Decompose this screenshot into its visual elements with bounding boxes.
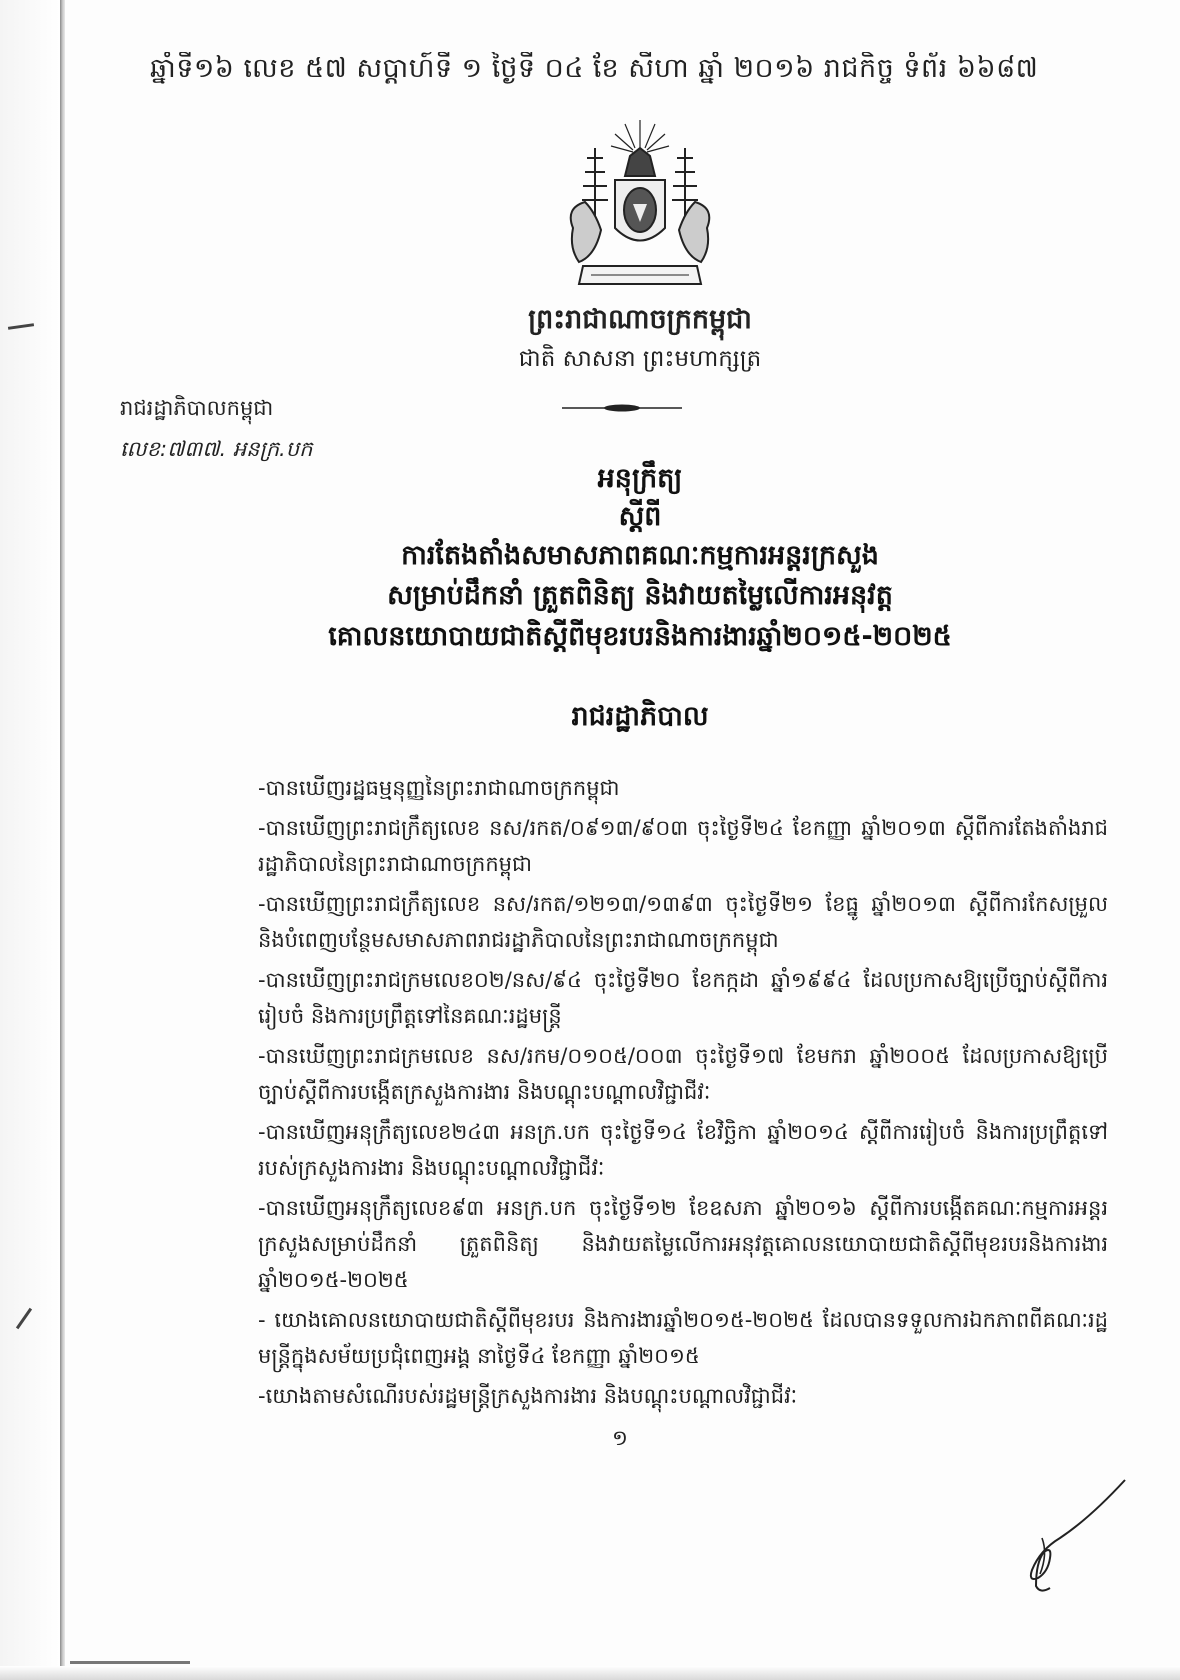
clause-item: -បានឃើញរដ្ឋធម្មនុញ្ញនៃព្រះរាជាណាចក្រកម្ពុជា — [258, 776, 620, 800]
royal-coat-of-arms-icon — [555, 118, 725, 296]
binding-edge — [60, 0, 65, 1680]
title-line-2: ស្តីពី — [618, 501, 662, 532]
clause-item: -បានឃើញព្រះរាជក្រមលេខ នស/រកម/០១០៥/០០៣ ចុះថ្ងៃទី១៧ ខែមករា ឆ្នាំ២០០៥ ដែលប្រកាសឱ្យប្រើច្បាប់ស្តីពីការបង្កើតក្រសួងការងារ និងបណ្តុះបណ្តាលវិជ្ជាជីវៈ — [258, 1044, 1108, 1104]
clause-item: -បានឃើញអនុក្រឹត្យលេខ២៤៣ អនក្រ.បក ចុះថ្ងៃទី១៤ ខែវិច្ឆិកា ឆ្នាំ២០១៤ ស្តីពីការរៀបចំ និងការប្រព្រឹត្តទៅរបស់ក្រសួងការងារ និងបណ្តុះបណ្តាលវិជ្ជាជីវៈ — [258, 1120, 1108, 1180]
preamble-clauses — [258, 770, 1108, 1418]
national-motto: ជាតិ សាសនា ព្រះមហាក្សត្រ — [518, 346, 762, 372]
body-heading: រាជរដ្ឋាភិបាល — [571, 701, 709, 732]
title-line-4: សម្រាប់ដឹកនាំ ត្រួតពិនិត្យ និងវាយតម្លៃលើការអនុវត្ត — [387, 580, 893, 611]
clause-item: - យោងគោលនយោបាយជាតិស្តីពីមុខរបរ និងការងារឆ្នាំ២០១៥-២០២៥ ដែលបានទទួលការឯកភាពពីគណៈរដ្ឋមន្ត្រីក្នុងសម័យប្រជុំពេញអង្គ នាថ្ងៃទី៤ ខែកញ្ញា ឆ្នាំ២០១៥ — [258, 1308, 1108, 1368]
clause-item: -បានឃើញព្រះរាជក្រឹត្យលេខ នស/រកត/០៩១៣/៩០៣ ចុះថ្ងៃទី២៤ ខែកញ្ញា ឆ្នាំ២០១៣ ស្តីពីការតែងតាំងរាជរដ្ឋាភិបាលនៃព្រះរាជាណាចក្រកម្ពុជា — [258, 816, 1108, 876]
reference-number: លេខ:៧៣៧. អនក្រ.បក — [120, 437, 313, 461]
clause-item: -បានឃើញព្រះរាជក្រមលេខ០២/នស/៩៤ ចុះថ្ងៃទី២០ ខែកក្កដា ឆ្នាំ១៩៩៤ ដែលប្រកាសឱ្យប្រើច្បាប់ស្តីពីការរៀបចំ និងការប្រព្រឹត្តទៅនៃគណៈរដ្ឋមន្ត្រី — [258, 968, 1108, 1028]
initial-signature — [1000, 1478, 1130, 1596]
page-number: ១ — [612, 1426, 628, 1450]
binding-shadow — [0, 0, 60, 1680]
kingdom-name: ព្រះរាជាណាចក្រកម្ពុជា — [528, 304, 752, 335]
scan-bottom-edge — [0, 1666, 1180, 1680]
clause-item: -យោងតាមសំណើរបស់រដ្ឋមន្ត្រីក្រសួងការងារ និងបណ្តុះបណ្តាលវិជ្ជាជីវៈ — [258, 1384, 798, 1408]
issuing-government: រាជរដ្ឋាភិបាលកម្ពុជា — [120, 396, 274, 420]
ornament-divider — [562, 404, 682, 412]
clause-item: -បានឃើញព្រះរាជក្រឹត្យលេខ នស/រកត/១២១៣/១៣៩៣ ចុះថ្ងៃទី២១ ខែធ្នូ ឆ្នាំ២០១៣ ស្តីពីការកែសម្រួល និងបំពេញបន្ថែមសមាសភាពរាជរដ្ឋាភិបាលនៃព្រះរាជាណាចក្រកម្ពុជា — [258, 892, 1108, 952]
title-line-5: គោលនយោបាយជាតិស្តីពីមុខរបរនិងការងារឆ្នាំ២០១៥-២០២៥ — [328, 621, 952, 652]
title-line-1: អនុក្រឹត្យ — [597, 463, 683, 494]
title-line-3: ការតែងតាំងសមាសភាពគណៈកម្មការអន្តរក្រសួង — [401, 540, 879, 571]
clause-item: -បានឃើញអនុក្រឹត្យលេខ៩៣ អនក្រ.បក ចុះថ្ងៃទី១២ ខែឧសភា ឆ្នាំ២០១៦ ស្តីពីការបង្កើតគណៈកម្មការអន្តរក្រសួងសម្រាប់ដឹកនាំ ត្រួតពិនិត្យ និងវាយតម្លៃលើការអនុវត្តគោលនយោបាយជាតិស្តីពីមុខរបរនិងការងារឆ្នាំ២០១៥-២០២៥ — [258, 1196, 1108, 1292]
gazette-header: ឆ្នាំទី១៦ លេខ ៥៧ សប្តាហ៍ទី ១ ថ្ងៃទី ០៤ ខែ សីហា ឆ្នាំ ២០១៦ រាជកិច្ច ទំព័រ ៦៦៨៧ — [150, 53, 1039, 84]
scan-edge-marks — [70, 1661, 190, 1664]
decree-title — [280, 460, 1000, 658]
